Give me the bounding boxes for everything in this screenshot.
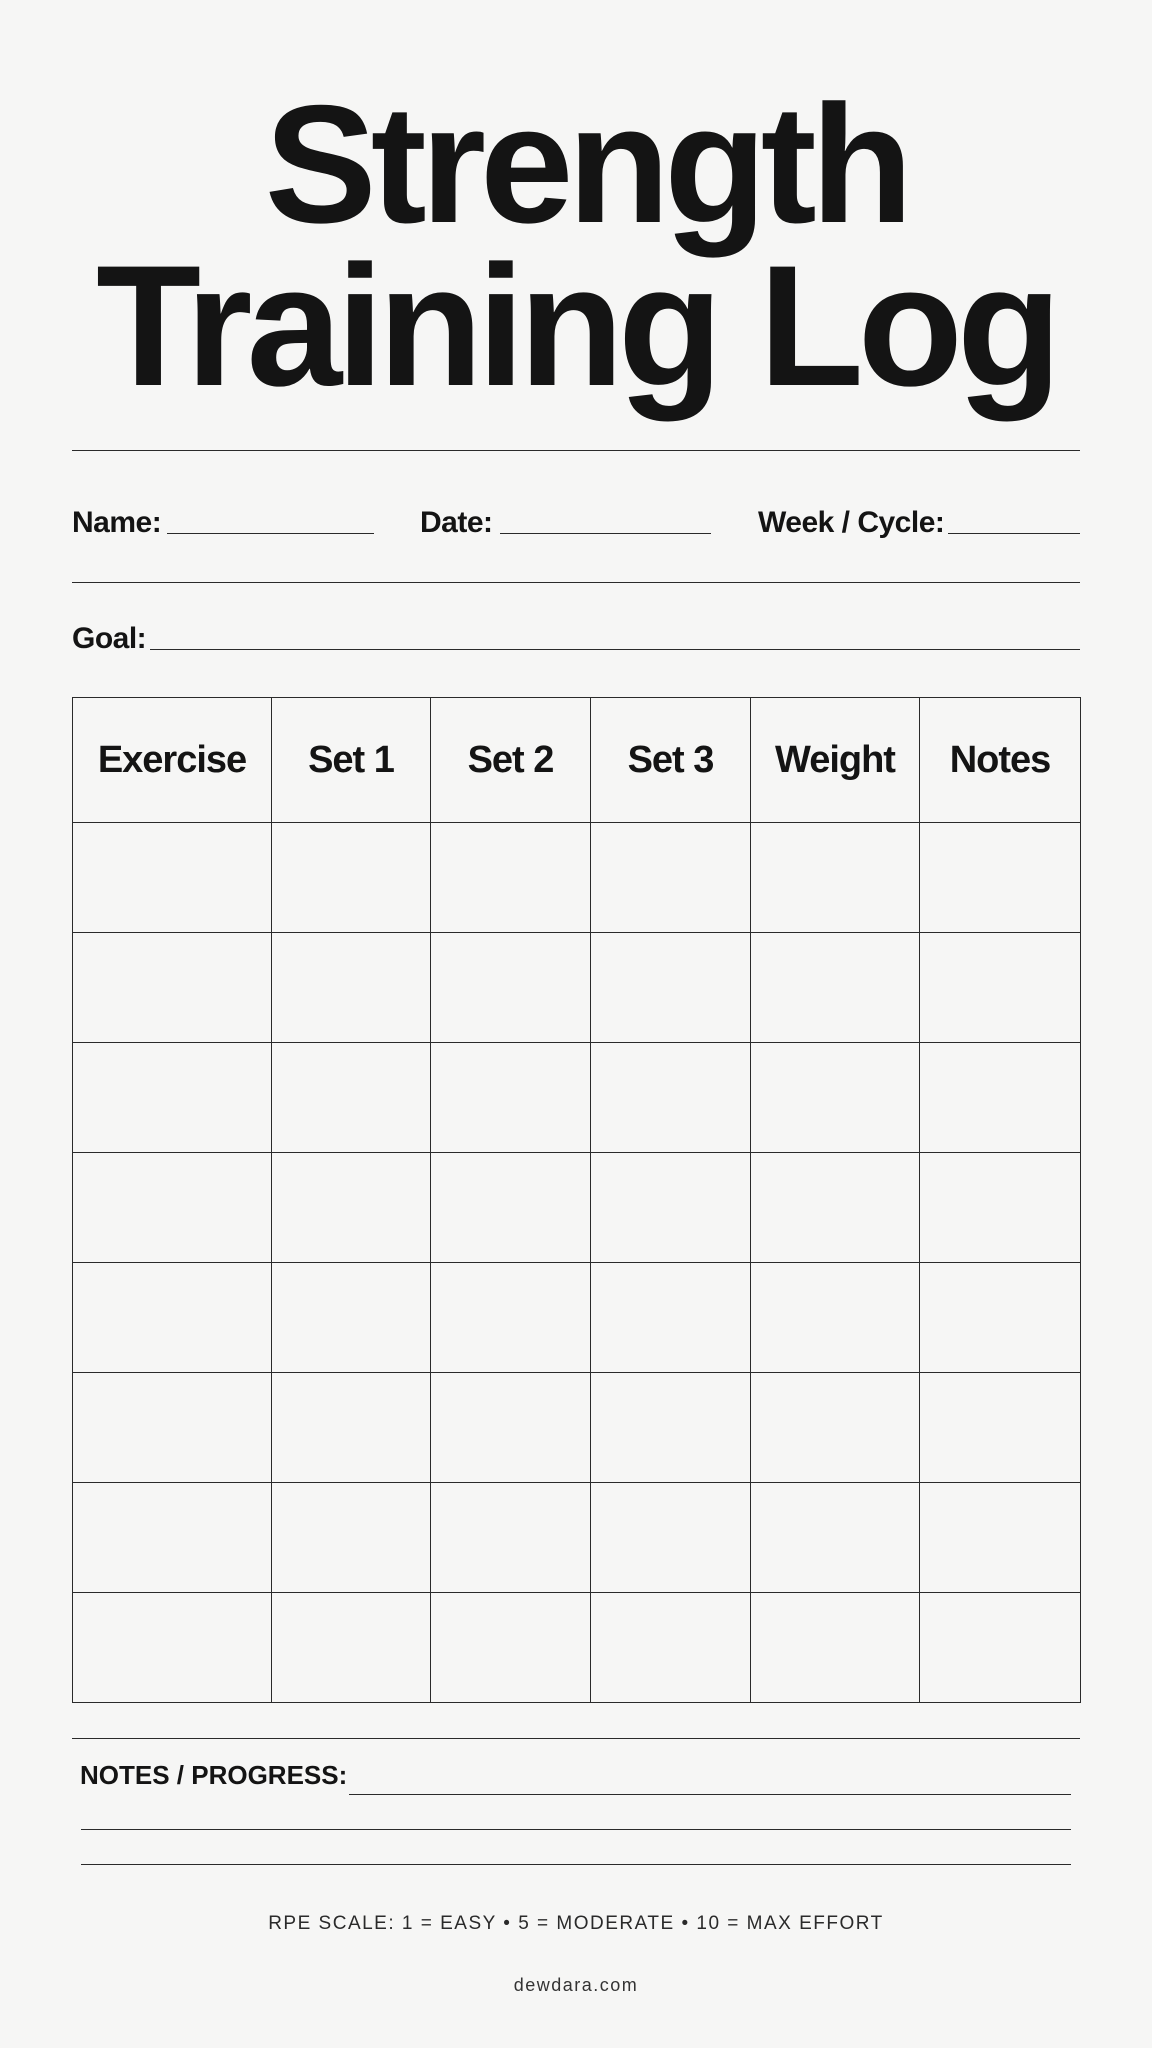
table-cell[interactable] (73, 1373, 272, 1483)
table-row (73, 1263, 1081, 1373)
table-cell[interactable] (73, 1263, 272, 1373)
table-cell[interactable] (920, 1593, 1081, 1703)
table-cell[interactable] (920, 1483, 1081, 1593)
header-weight: Weight (751, 698, 920, 823)
title-divider (72, 450, 1080, 451)
table-cell[interactable] (591, 823, 751, 933)
title-line-1: Strength (264, 70, 908, 258)
table-row (73, 1153, 1081, 1263)
table-cell[interactable] (272, 823, 431, 933)
table-cell[interactable] (751, 1373, 920, 1483)
table-body (73, 823, 1081, 1703)
date-label: Date: (420, 506, 493, 539)
table-cell[interactable] (272, 1153, 431, 1263)
header-set-2: Set 2 (431, 698, 591, 823)
table-cell[interactable] (920, 1043, 1081, 1153)
table-cell[interactable] (73, 933, 272, 1043)
table-cell[interactable] (591, 1373, 751, 1483)
table-cell[interactable] (272, 1043, 431, 1153)
fields-divider (72, 582, 1080, 583)
header-set-3: Set 3 (591, 698, 751, 823)
table-cell[interactable] (920, 1373, 1081, 1483)
date-field[interactable] (500, 533, 711, 534)
table-cell[interactable] (591, 933, 751, 1043)
table-cell[interactable] (751, 1043, 920, 1153)
table-cell[interactable] (431, 1483, 591, 1593)
table-cell[interactable] (73, 1593, 272, 1703)
table-cell[interactable] (431, 1153, 591, 1263)
table-cell[interactable] (73, 823, 272, 933)
table-cell[interactable] (591, 1153, 751, 1263)
training-log-table (72, 697, 1081, 1703)
table-cell[interactable] (920, 1263, 1081, 1373)
table-cell[interactable] (73, 1483, 272, 1593)
table-cell[interactable] (920, 933, 1081, 1043)
table-cell[interactable] (751, 823, 920, 933)
table-bottom-divider (72, 1738, 1080, 1739)
table-cell[interactable] (751, 1483, 920, 1593)
table-cell[interactable] (73, 1043, 272, 1153)
title-line-2: Training Log (96, 230, 1056, 422)
table-row (73, 1373, 1081, 1483)
site-url: dewdara.com (513, 1975, 639, 1995)
table-cell[interactable] (431, 933, 591, 1043)
table-cell[interactable] (751, 933, 920, 1043)
table-cell[interactable] (272, 933, 431, 1043)
notes-line-2[interactable] (81, 1829, 1071, 1830)
table-cell[interactable] (920, 823, 1081, 933)
table-cell[interactable] (431, 1593, 591, 1703)
table-cell[interactable] (920, 1153, 1081, 1263)
name-field[interactable] (167, 533, 374, 534)
notes-line-1[interactable] (349, 1794, 1071, 1795)
table-row (73, 1593, 1081, 1703)
table-cell[interactable] (431, 1263, 591, 1373)
table-header-row (73, 698, 1081, 823)
header-set-1: Set 1 (272, 698, 431, 823)
table-cell[interactable] (431, 823, 591, 933)
table-cell[interactable] (591, 1043, 751, 1153)
week-cycle-label: Week / Cycle: (758, 506, 945, 539)
table-row (73, 933, 1081, 1043)
goal-label: Goal: (72, 622, 147, 655)
notes-line-3[interactable] (81, 1864, 1071, 1865)
rpe-scale-text: RPE SCALE: 1 = EASY • 5 = MODERATE • 10 = MAX EFFORT (268, 1913, 884, 1934)
table-cell[interactable] (73, 1153, 272, 1263)
table-cell[interactable] (591, 1483, 751, 1593)
header-exercise: Exercise (73, 698, 272, 823)
table-row (73, 1043, 1081, 1153)
table-cell[interactable] (431, 1043, 591, 1153)
table-cell[interactable] (591, 1263, 751, 1373)
table-row (73, 823, 1081, 933)
table-cell[interactable] (751, 1153, 920, 1263)
table-cell[interactable] (272, 1373, 431, 1483)
table-cell[interactable] (272, 1483, 431, 1593)
table-cell[interactable] (272, 1263, 431, 1373)
table-row (73, 1483, 1081, 1593)
table-cell[interactable] (751, 1263, 920, 1373)
table-cell[interactable] (591, 1593, 751, 1703)
notes-progress-label: NOTES / PROGRESS: (80, 1760, 348, 1790)
table-cell[interactable] (751, 1593, 920, 1703)
goal-field[interactable] (150, 649, 1080, 650)
table-cell[interactable] (431, 1373, 591, 1483)
name-label: Name: (72, 506, 162, 539)
week-cycle-field[interactable] (948, 533, 1080, 534)
table-cell[interactable] (272, 1593, 431, 1703)
header-notes: Notes (920, 698, 1081, 823)
